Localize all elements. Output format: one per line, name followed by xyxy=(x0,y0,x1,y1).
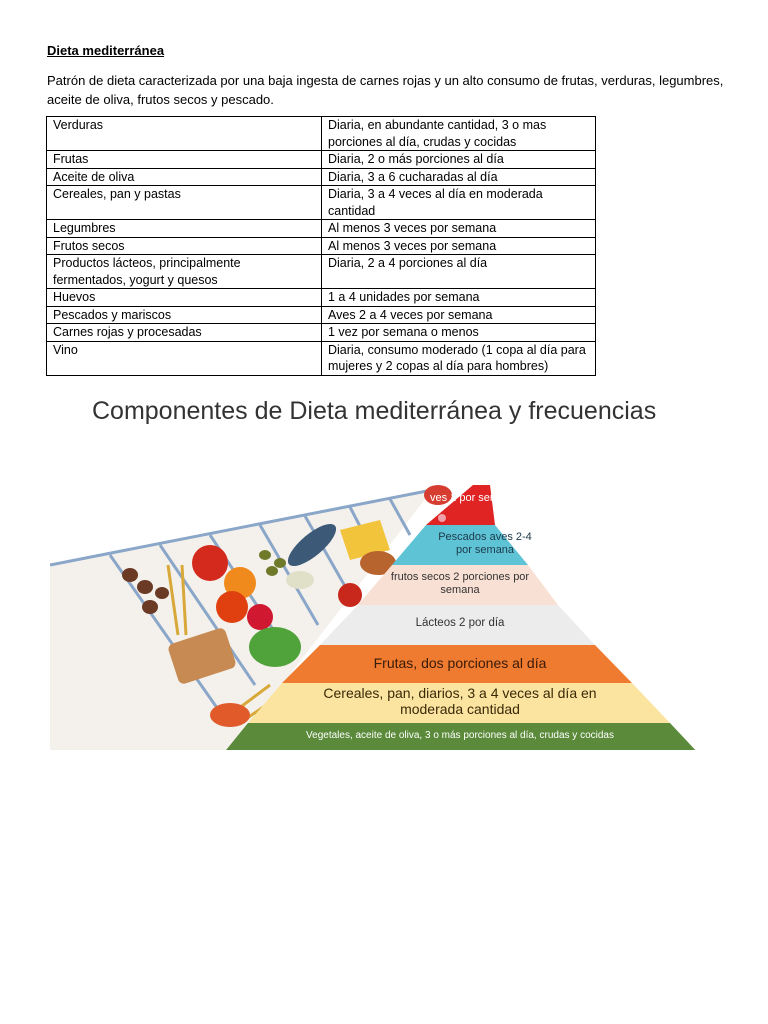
tier-label-nuts: frutos secos 2 porciones por semana xyxy=(390,571,530,596)
frequency-cell: Aves 2 a 4 veces por semana xyxy=(322,306,596,324)
pepper-icon xyxy=(247,604,273,630)
diet-frequency-table xyxy=(46,116,596,376)
carrot-icon xyxy=(210,703,250,727)
food-cell: Huevos xyxy=(47,289,322,307)
frequency-cell: 1 a 4 unidades por semana xyxy=(322,289,596,307)
table-row xyxy=(47,168,596,186)
table-row xyxy=(47,289,596,307)
frequency-cell: Al menos 3 veces por semana xyxy=(322,220,596,238)
tier-label-dairy: Lácteos 2 por día xyxy=(415,617,505,629)
table-row xyxy=(47,306,596,324)
tier-label-vegetables: Vegetales, aceite de oliva, 3 o más porciones al día, crudas y cocidas xyxy=(306,730,614,741)
table-row xyxy=(47,324,596,342)
tier-label-fish-poultry: Pescados aves 2-4 por semana xyxy=(438,531,532,556)
broccoli-icon xyxy=(249,627,301,667)
frequency-cell: Diaria, 2 o más porciones al día xyxy=(322,151,596,169)
table-row xyxy=(47,220,596,238)
table-row xyxy=(47,117,596,151)
document-title: Dieta mediterránea xyxy=(47,43,165,58)
garlic-icon xyxy=(286,571,314,589)
table-row xyxy=(47,255,596,289)
table-row xyxy=(47,341,596,375)
tier-label-red-meat: ves 1 por semana xyxy=(430,492,518,504)
table-row xyxy=(47,237,596,255)
apple-icon xyxy=(192,545,228,581)
tier-label-cereals: Cereales, pan, diarios, 3 a 4 veces al día en moderada cantidad xyxy=(323,685,597,718)
frequency-cell: Diaria, consumo moderado (1 copa al día para mujeres y 2 copas al día para hombres) xyxy=(322,341,596,375)
frequency-cell: Diaria, 3 a 4 veces al día en moderada cantidad xyxy=(322,186,596,220)
frequency-cell: Diaria, 2 a 4 porciones al día xyxy=(322,255,596,289)
frequency-cell: Diaria, 3 a 6 cucharadas al día xyxy=(322,168,596,186)
food-cell: Cereales, pan y pastas xyxy=(47,186,322,220)
food-cell: Carnes rojas y procesadas xyxy=(47,324,322,342)
egg-dot-icon xyxy=(438,514,446,522)
figure-title: Componentes de Dieta mediterránea y frecuencias xyxy=(92,397,657,425)
food-cell: Verduras xyxy=(47,117,322,151)
food-cell: Frutos secos xyxy=(47,237,322,255)
crab-icon xyxy=(338,583,362,607)
table-row xyxy=(47,151,596,169)
food-cell: Vino xyxy=(47,341,322,375)
food-cell: Frutas xyxy=(47,151,322,169)
frequency-cell: Al menos 3 veces por semana xyxy=(322,237,596,255)
frequency-cell: 1 vez por semana o menos xyxy=(322,324,596,342)
food-cell: Pescados y mariscos xyxy=(47,306,322,324)
pyramid-figure xyxy=(50,385,722,750)
frequency-cell: Diaria, en abundante cantidad, 3 o mas porciones al día, crudas y cocidas xyxy=(322,117,596,151)
table-row xyxy=(47,186,596,220)
tomato-icon xyxy=(216,591,248,623)
tier-label-fruits: Frutas, dos porciones al día xyxy=(373,655,547,671)
food-cell: Productos lácteos, principalmente fermentados, yogurt y quesos xyxy=(47,255,322,289)
food-cell: Legumbres xyxy=(47,220,322,238)
intro-paragraph: Patrón de dieta caracterizada por una baja ingesta de carnes rojas y un alto consumo de frutas, verduras, legumbres, aceite de oliva, frutos secos y pescado. xyxy=(47,73,724,107)
food-cell: Aceite de oliva xyxy=(47,168,322,186)
